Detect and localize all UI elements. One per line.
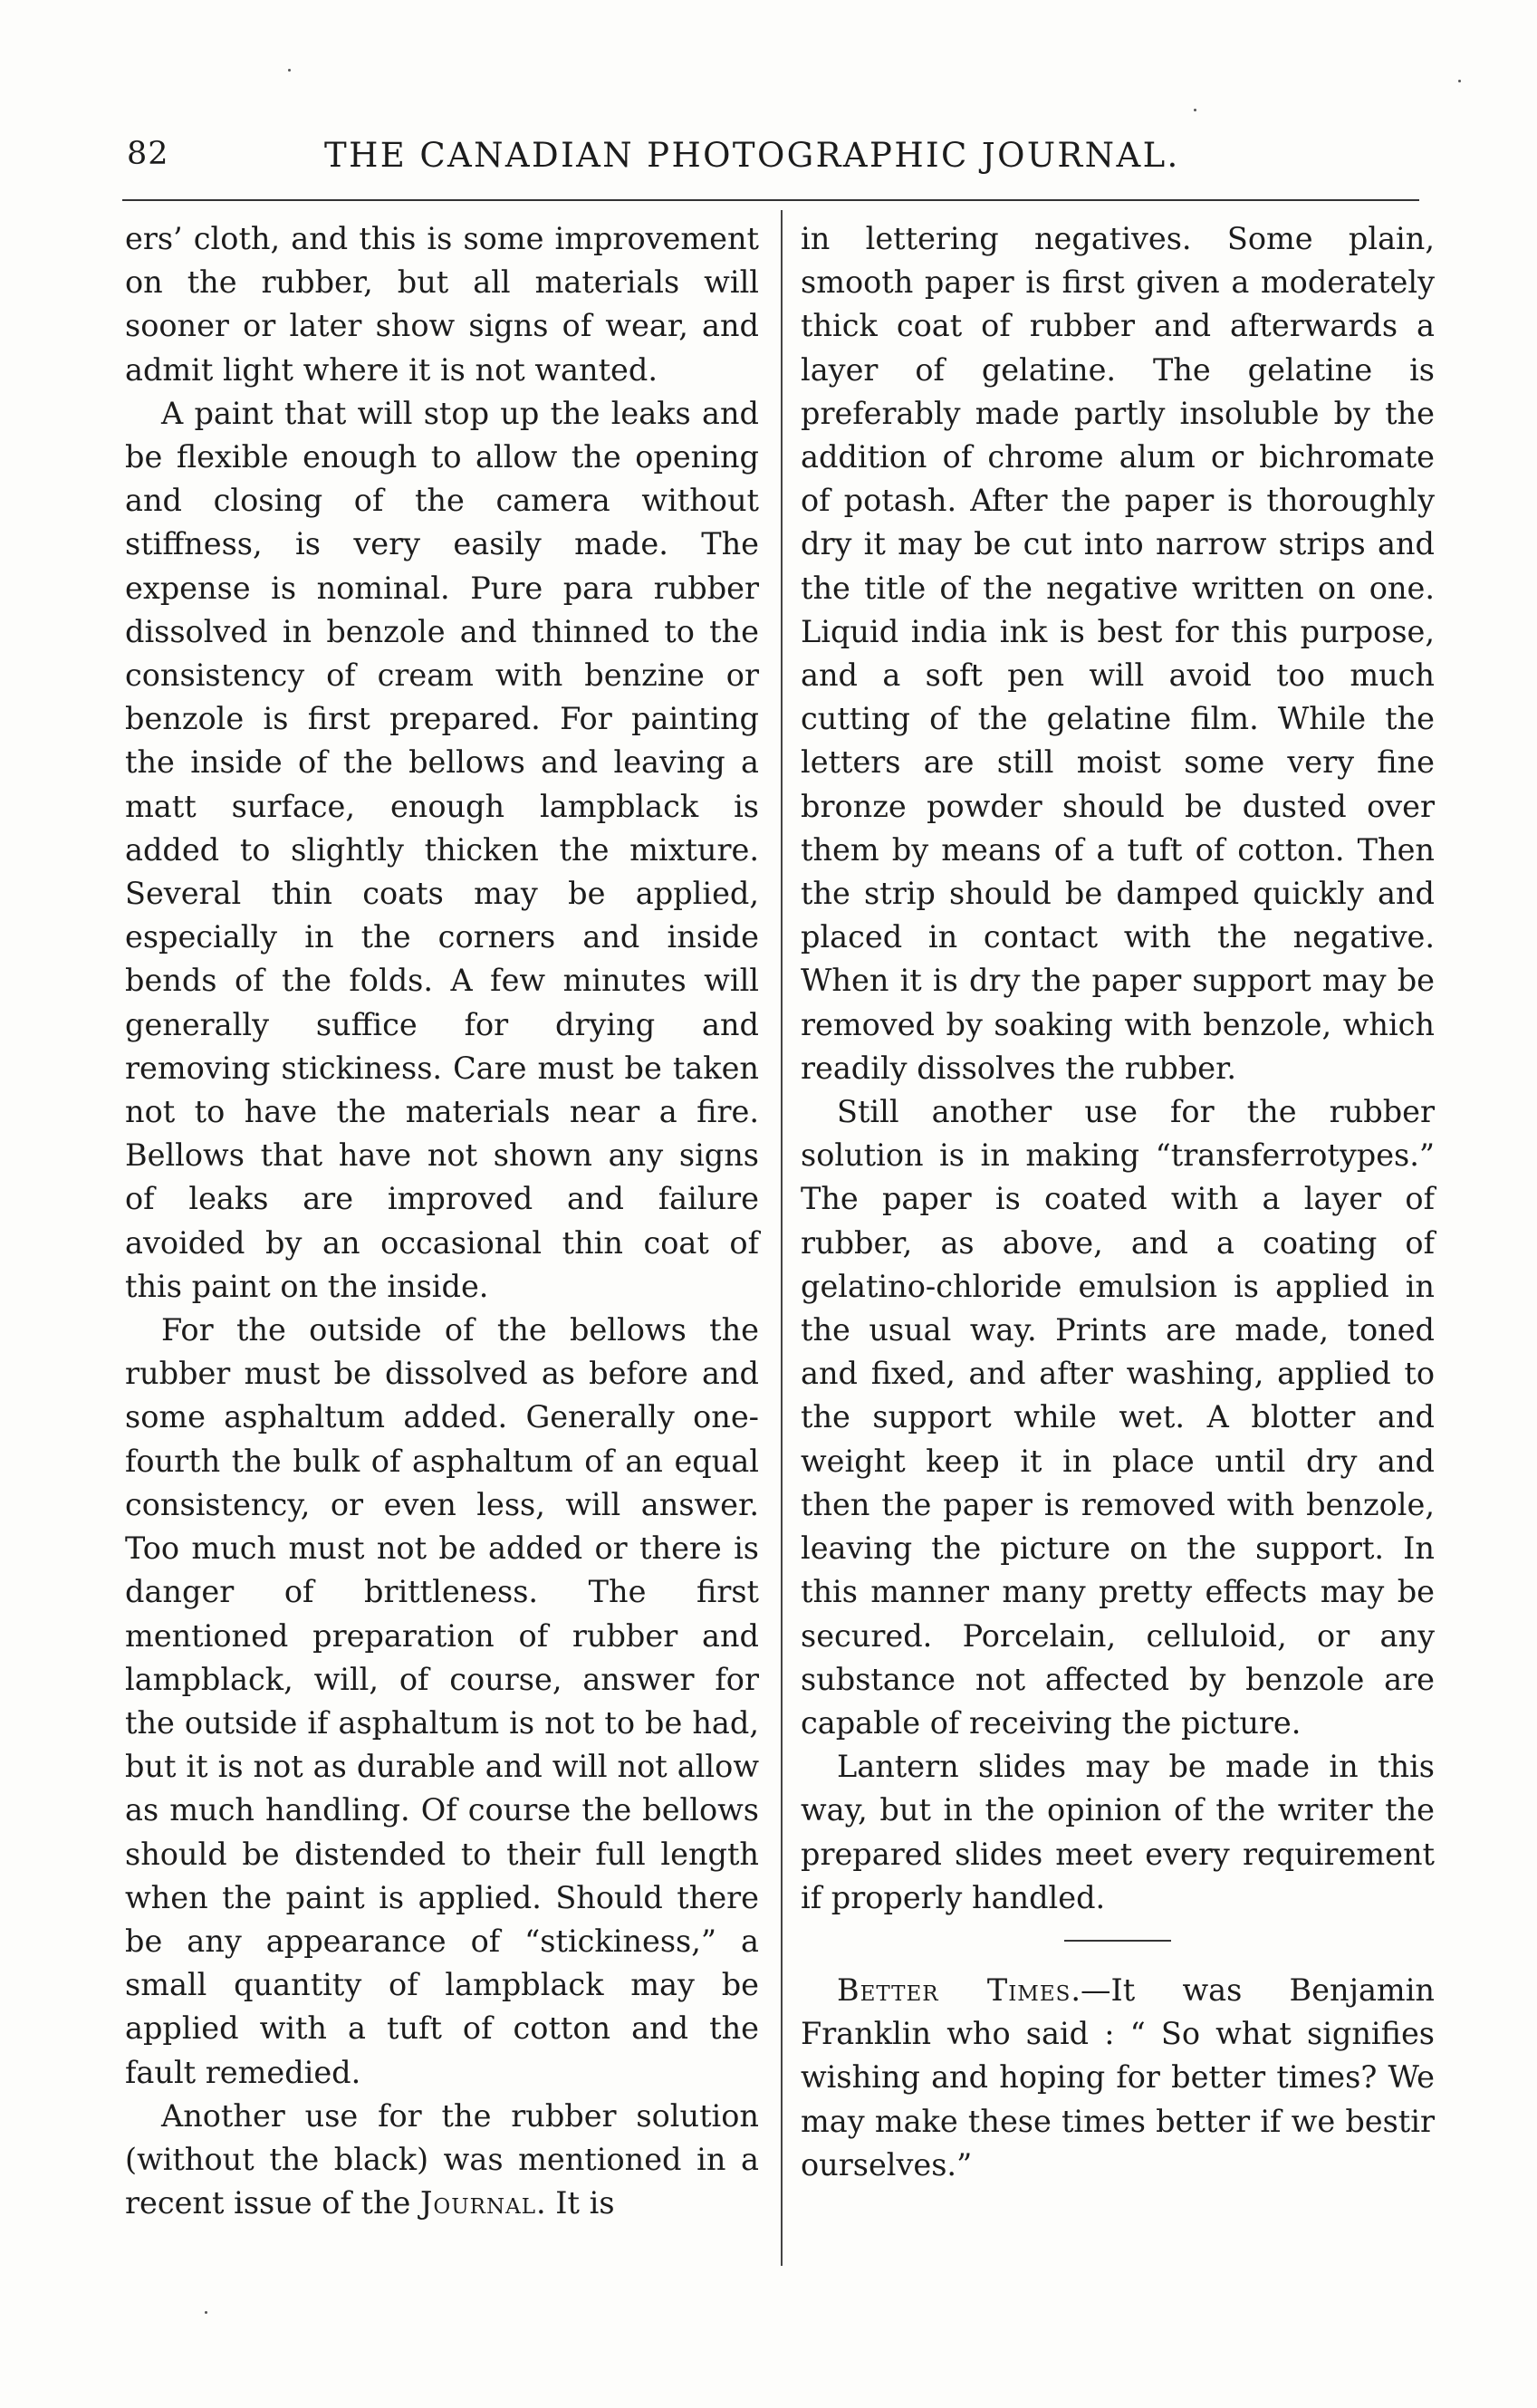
print-speck — [288, 69, 291, 72]
item-body: .—It was Benjamin Franklin who said : “ So what signifies wishing and hoping for better times? We may make these times better if we bestir ourselves.” — [801, 1971, 1435, 2183]
paragraph-with-journal-ref — [125, 2095, 759, 2226]
section-divider — [1064, 1940, 1171, 1942]
print-speck — [205, 2311, 207, 2314]
item-heading: Better Times — [837, 1971, 1071, 2008]
paragraph: ers’ cloth, and this is some improvement on the rubber, but all materials will sooner or later show signs of wear, and admit light where it is not wanted. — [125, 221, 759, 388]
column-divider — [781, 210, 783, 2266]
news-item — [801, 1969, 1435, 2187]
running-title: THE CANADIAN PHOTOGRAPHIC JOURNAL. — [324, 136, 1180, 175]
print-speck — [1458, 80, 1461, 82]
left-column — [125, 217, 759, 2225]
paragraph-text: Another use for the rubber solution (without the black) was mentioned in a recent issue of the — [125, 2097, 759, 2221]
header-rule — [122, 199, 1419, 201]
page-header — [125, 136, 1422, 185]
print-speck — [1194, 109, 1196, 111]
paragraph: Still another use for the rubber solution is in making “transferrotypes.” The paper is coated with a layer of rubber, as above, and a coating of gelatino-chloride emulsion is applied in the usual way. Prints are made, toned and fixed, and after washing, applied to the support while wet. A blotter and weight keep it in place until dry and then the paper is removed with benzole, leaving the picture on the support. In this manner many pretty effects may be secured. Porcelain, celluloid, or any substance not affected by benzole are capable of receiving the picture. — [801, 1094, 1435, 1741]
right-column — [801, 217, 1435, 2187]
paragraph: Lantern slides may be made in this way, but in the opinion of the writer the prepared slides meet every requirement if properly handled. — [801, 1749, 1435, 1915]
paragraph: A paint that will stop up the leaks and be flexible enough to allow the opening and closing of the camera without stiffness, is very easily made. The expense is nominal. Pure para rubber dissolved in benzole and thinned to the consistency of cream with benzine or benzole is first prepared. For painting the inside of the bellows and leaving a matt surface, enough lampblack is added to slightly thicken the mixture. Several thin coats may be applied, especially in the corners and inside bends of the folds. A few minutes will generally suffice for drying and removing stickiness. Care must be taken not to have the materials near a fire. Bellows that have not shown any signs of leaks are improved and failure avoided by an occasional thin coat of this paint on the inside. — [125, 395, 759, 1304]
paragraph-text: . It is — [536, 2185, 615, 2221]
paragraph: in lettering negatives. Some plain, smooth paper is first given a moderately thick coat of rubber and afterwards a layer of gelatine. The gelatine is preferably made partly insoluble by the addition of chrome alum or bichromate of potash. After the paper is thoroughly dry it may be cut into narrow strips and the title of the negative written on one. Liquid india ink is best for this purpose, and a soft pen will avoid too much cutting of the gelatine film. While the letters are still moist some very fine bronze powder should be dusted over them by means of a tuft of cotton. Then the strip should be damped quickly and placed in contact with the negative. When it is dry the paper support may be removed by soaking with benzole, which readily dissolves the rubber. — [801, 221, 1435, 1086]
page-number: 82 — [127, 136, 169, 172]
journal-name: Journal — [420, 2185, 536, 2221]
paragraph: For the outside of the bellows the rubber must be dissolved as before and some asphaltum added. Generally one-fourth the bulk of asphaltum of an equal consistency, or even less, will answer. Too much must not be added or there is danger of brittleness. The first mentioned preparation of rubber and lampblack, will, of course, answer for the outside if asphaltum is not to be had, but it is not as durable and will not allow as much handling. Of course the bellows should be distended to their full length when the paint is applied. Should there be any appearance of “stickiness,” a small quantity of lampblack may be applied with a tuft of cotton and the fault remedied. — [125, 1312, 759, 2090]
